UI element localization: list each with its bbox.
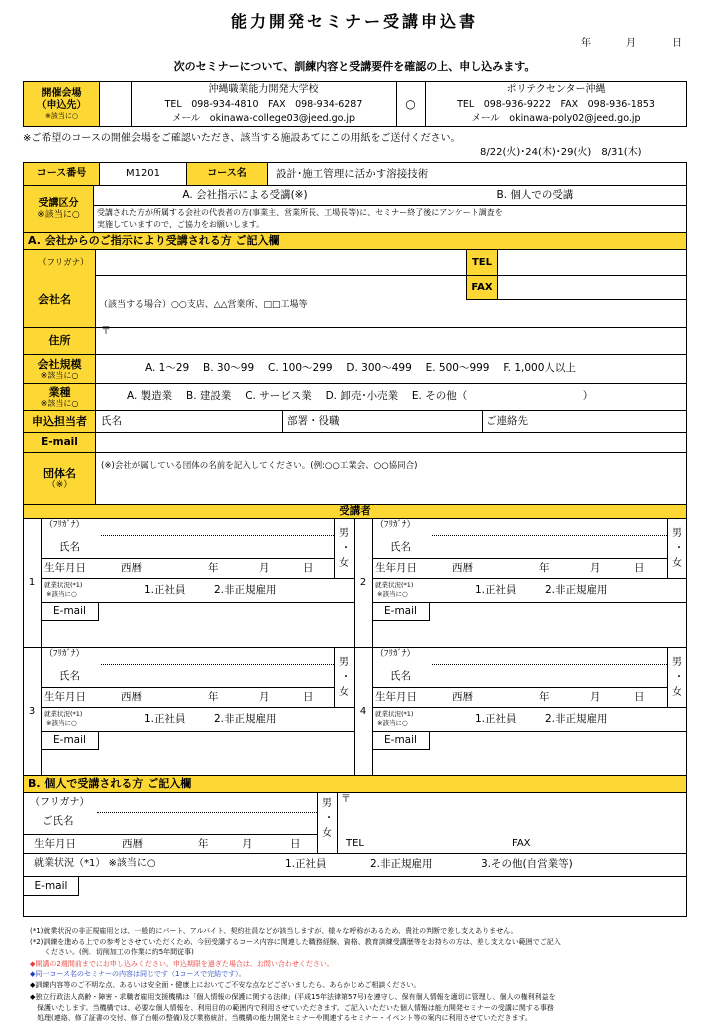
- attendee-4-year: 年: [539, 691, 550, 703]
- attendee-1-emp-opt2[interactable]: 2.非正規雇用: [214, 584, 277, 596]
- group-sub: （※）: [46, 479, 73, 490]
- address-label: 住所: [24, 328, 96, 354]
- attendee-1-year: 年: [208, 562, 219, 574]
- course-num: M1201: [125, 168, 161, 179]
- venue-label3: ※該当に○: [45, 111, 78, 120]
- attendee-1-day: 日: [303, 562, 314, 574]
- contact-dept-label: 部署・役職: [287, 415, 340, 427]
- footnote-5: ◆同一コース名のセミナーの内容は同じです（1コースで完結です）。: [30, 970, 246, 978]
- footnote-7: ◆独立行政法人高齢・障害・求職者雇用支援機構は「個人情報の保護に関する法律」(平成15年法律第57号)を遵守し、保有個人情報を適切に管理し、個人の権利利益を: [30, 993, 556, 1001]
- attendee-1-emp-label: 就業状況(*1): [44, 581, 83, 589]
- b-sex-female[interactable]: 女: [322, 828, 332, 839]
- b-birth-label: 生年月日: [34, 838, 76, 850]
- attendee-3-sex-dot: ・: [341, 672, 351, 683]
- attendee-1-email-label: E-mail: [41, 602, 99, 621]
- venue2-mail: メール okinawa-poly02@jeed.go.jp: [471, 113, 641, 124]
- contact-info-label: ご連絡先: [486, 415, 528, 427]
- attendee-number-4: 4: [359, 705, 367, 717]
- venue2-name: ポリテクセンター沖縄: [506, 84, 606, 95]
- date-month: 月: [626, 38, 636, 49]
- attendee-4-seireki: 西暦: [452, 691, 473, 703]
- venue-label: 開催会場: [41, 87, 82, 99]
- attendee-2-sex-male[interactable]: 男: [672, 528, 682, 539]
- attendee-4-furigana: （ﾌﾘｶﾞﾅ）: [375, 649, 416, 659]
- attendee-2-emp-opt2[interactable]: 2.非正規雇用: [545, 584, 608, 596]
- attendee-3-sex-male[interactable]: 男: [339, 657, 349, 668]
- company-furigana: （フリガナ）: [38, 258, 89, 268]
- attendee-1-birth-label: 生年月日: [44, 562, 86, 574]
- section-a-title: A. 会社からのご指示により受講される方 ご記入欄: [24, 233, 686, 249]
- attendee-3-emp-label: 就業状況(*1): [44, 710, 83, 718]
- attendee-4-sex-male[interactable]: 男: [672, 657, 682, 668]
- attendee-2-day: 日: [634, 562, 645, 574]
- attendee-1-emp-sub: ※該当に○: [46, 590, 77, 598]
- venue1-tel: TEL 098-934-4810 FAX 098-934-6287: [164, 99, 363, 110]
- address-field[interactable]: [96, 328, 687, 354]
- b-year: 年: [198, 838, 209, 850]
- branch-note: （該当する場合）○○支店、△△営業所、□□工場等: [99, 300, 308, 310]
- kubun-sub: ※該当に○: [37, 209, 80, 220]
- company-label: 会社名: [38, 293, 71, 306]
- b-emp-opt3[interactable]: 3.その他(自営業等): [481, 858, 573, 870]
- attendee-3-seireki: 西暦: [121, 691, 142, 703]
- attendee-3-sex-female[interactable]: 女: [339, 687, 349, 698]
- industry-sub: ※該当に○: [40, 398, 79, 408]
- kubun-option-a[interactable]: A. 会社指示による受講(※): [182, 189, 308, 201]
- size-sub: ※該当に○: [40, 370, 79, 380]
- attendee-3-birth-label: 生年月日: [44, 691, 86, 703]
- kubun-note: 受講された方が所属する会社の代表者の方(事業主、営業所長、工場長等)に、セミナー終了後にアンケート調査を: [97, 208, 503, 217]
- attendee-2-sex-female[interactable]: 女: [672, 558, 682, 569]
- intro-text: 次のセミナーについて、訓練内容と受講要件を確認の上、申し込みます。: [173, 60, 536, 73]
- attendee-4-birth-label: 生年月日: [375, 691, 417, 703]
- attendee-3-emp-opt2[interactable]: 2.非正規雇用: [214, 713, 277, 725]
- email-label: E-mail: [24, 433, 96, 452]
- attendee-3-email-label: E-mail: [41, 731, 99, 750]
- attendee-2-seireki: 西暦: [452, 562, 473, 574]
- footnote-8: 保護いたします。当機構では、必要な個人情報を、利用目的の範囲内で利用させていただきます。ご記入いただいた個人情報は能力開発セミナーの受講に関する事務: [30, 1004, 554, 1012]
- group-label-cell: [24, 453, 96, 504]
- size-label-cell: [24, 355, 96, 383]
- b-sex-male[interactable]: 男: [322, 798, 332, 809]
- attendee-4-emp-sub: ※該当に○: [377, 719, 408, 727]
- attendee-3-day: 日: [303, 691, 314, 703]
- attendee-2-emp-sub: ※該当に○: [377, 590, 408, 598]
- attendee-2-name-label: 氏名: [390, 541, 411, 553]
- attendee-1-furigana: （ﾌﾘｶﾞﾅ）: [44, 520, 85, 530]
- attendee-4-name-label: 氏名: [390, 670, 411, 682]
- attendee-2-sex-dot: ・: [674, 543, 684, 554]
- b-tel-label: TEL: [346, 838, 364, 849]
- attendee-4-day: 日: [634, 691, 645, 703]
- venue-label2: （申込先）: [36, 99, 87, 111]
- b-email-field[interactable]: [80, 877, 686, 896]
- contact-name-label: 氏名: [101, 415, 122, 427]
- kubun-label: 受講区分: [38, 197, 79, 209]
- attendee-2-emp-opt1[interactable]: 1.正社員: [475, 584, 517, 596]
- venue-mark[interactable]: ○: [405, 96, 416, 111]
- b-fax-label: FAX: [512, 838, 531, 849]
- attendee-4-emp-opt2[interactable]: 2.非正規雇用: [545, 713, 608, 725]
- page-title: 能力開発セミナー受講申込書: [230, 12, 478, 31]
- attendee-4-email-field[interactable]: [432, 731, 685, 750]
- b-furigana-label: （フリガナ）: [30, 797, 90, 808]
- attendee-1-email-field[interactable]: [101, 602, 352, 621]
- attendee-2-birth-label: 生年月日: [375, 562, 417, 574]
- b-emp-opt2[interactable]: 2.非正規雇用: [370, 858, 433, 870]
- date-day: 日: [672, 38, 682, 49]
- venue2-tel: TEL 098-936-9222 FAX 098-936-1853: [457, 99, 655, 110]
- kubun-label-cell: [24, 186, 94, 232]
- attendee-3-name-label: 氏名: [59, 670, 80, 682]
- size-label: 会社規模: [37, 357, 82, 371]
- attendee-1-sex-female[interactable]: 女: [339, 558, 349, 569]
- attendee-4-email-label: E-mail: [372, 731, 430, 750]
- b-month: 月: [242, 838, 253, 850]
- venue1-name: 沖縄職業能力開発大学校: [208, 84, 319, 95]
- company-name-field[interactable]: [96, 276, 466, 299]
- course-name-label: コース名: [186, 163, 268, 185]
- attendee-3-month: 月: [259, 691, 270, 703]
- attendee-4-emp-label: 就業状況(*1): [375, 710, 414, 718]
- company-furigana-field[interactable]: [96, 250, 466, 275]
- size-options[interactable]: A. 1～29 B. 30～99 C. 100～299 D. 300～499 E. 500～999 F. 1,000人以上: [145, 362, 576, 374]
- attendee-2-year: 年: [539, 562, 550, 574]
- attendee-1-sex-male[interactable]: 男: [339, 528, 349, 539]
- b-postal: 〒: [341, 794, 351, 805]
- industry-label-cell: [24, 384, 96, 410]
- attendee-number-3: 3: [28, 705, 36, 717]
- attendee-1-month: 月: [259, 562, 270, 574]
- attendee-2-email-label: E-mail: [372, 602, 430, 621]
- attendees-title: 受講者: [24, 505, 686, 518]
- footnote-3: ください。(例．切削加工の作業に約5年間従事): [30, 948, 194, 956]
- footnote-9: 処理(連絡、修了証書の交付、修了台帳の整備)及び業務統計、当機構の能力開発セミナーや関連するセミナー・イベント等の案内に利用させていただきます。: [30, 1014, 532, 1022]
- attendee-1-sex-dot: ・: [341, 543, 351, 554]
- course-num-label: コース番号: [24, 163, 100, 185]
- tel-field[interactable]: [498, 250, 687, 275]
- footnote-4: ◆開講の2週間前までにお申し込みください。申込期限を過ぎた場合は、お問い合わせください。: [30, 960, 334, 968]
- contact-label: 申込担当者: [24, 411, 96, 432]
- attendee-4-month: 月: [590, 691, 601, 703]
- kubun-option-b[interactable]: B. 個人での受講: [496, 189, 574, 201]
- attendee-3-email-field[interactable]: [101, 731, 352, 750]
- attendee-2-emp-label: 就業状況(*1): [375, 581, 414, 589]
- attendee-4-emp-opt1[interactable]: 1.正社員: [475, 713, 517, 725]
- address-postal: 〒: [101, 326, 111, 337]
- b-emp-label: 就業状況（*1） ※該当に○: [34, 858, 156, 869]
- attendee-2-furigana: （ﾌﾘｶﾞﾅ）: [375, 520, 416, 530]
- group-note: (※)会社が属している団体の名前を記入してください。(例:○○工業会、○○協同合): [101, 461, 418, 471]
- email-field[interactable]: [96, 433, 687, 452]
- attendee-3-emp-opt1[interactable]: 1.正社員: [144, 713, 186, 725]
- b-seireki: 西暦: [122, 838, 143, 850]
- b-email-label: E-mail: [23, 876, 79, 896]
- attendee-1-seireki: 西暦: [121, 562, 142, 574]
- b-sex-dot: ・: [324, 813, 334, 824]
- attendee-number-2: 2: [359, 576, 367, 588]
- footnote-6: ◆訓練内容等のご不明な点、あるいは安全面・健康上においてご不安な点などございましたら、あらかじめご相談ください。: [30, 981, 421, 989]
- footnote-1: (*1)就業状況の非正規雇用とは、一般的にパート、アルバイト、契約社員などが該当しますが、様々な呼称があるため、貴社の判断で差し支えありません。: [30, 927, 518, 935]
- footnote-2: (*2)訓練を進める上での参考とさせていただくため、今回受講するコース内容に関連した職務経験、資格、教育訓練受講歴等をお持ちの方は、差し支えない範囲でご記入: [30, 938, 561, 946]
- attendee-3-furigana: （ﾌﾘｶﾞﾅ）: [44, 649, 85, 659]
- seminar-dates: 8/22(火)･24(木)･29(火) 8/31(木): [480, 147, 642, 158]
- industry-options[interactable]: A. 製造業 B. 建設業 C. サービス業 D. 卸売･小売業 E. その他（ ）: [127, 390, 594, 402]
- b-name-label: ご氏名: [42, 815, 74, 827]
- notice-text: ※ご希望のコースの開催会場をご確認いただき、該当する施設あてにこの用紙をご送付ください。: [23, 133, 461, 144]
- date-year: 年: [581, 38, 591, 49]
- industry-label: 業種: [48, 385, 71, 399]
- fax-label: FAX: [466, 276, 498, 299]
- b-day: 日: [290, 838, 301, 850]
- group-label: 団体名: [43, 466, 76, 480]
- attendee-2-month: 月: [590, 562, 601, 574]
- fax-field[interactable]: [498, 276, 687, 299]
- kubun-note2: 実施していますので、ご協力をお願いします。: [97, 220, 265, 229]
- b-emp-opt1[interactable]: 1.正社員: [285, 858, 327, 870]
- attendee-1-emp-opt1[interactable]: 1.正社員: [144, 584, 186, 596]
- attendee-number-1: 1: [28, 576, 36, 588]
- venue1-mail: メール okinawa-college03@jeed.go.jp: [172, 113, 355, 124]
- tel-label: TEL: [466, 250, 498, 275]
- section-b-title: B. 個人で受講される方 ご記入欄: [24, 776, 686, 792]
- attendee-4-sex-dot: ・: [674, 672, 684, 683]
- attendee-3-emp-sub: ※該当に○: [46, 719, 77, 727]
- venue-label-cell: [24, 82, 100, 126]
- attendee-1-name-label: 氏名: [59, 541, 80, 553]
- course-name: 設計･施工管理に活かす溶接技術: [276, 168, 429, 180]
- attendee-3-year: 年: [208, 691, 219, 703]
- attendee-2-email-field[interactable]: [432, 602, 685, 621]
- attendee-4-sex-female[interactable]: 女: [672, 687, 682, 698]
